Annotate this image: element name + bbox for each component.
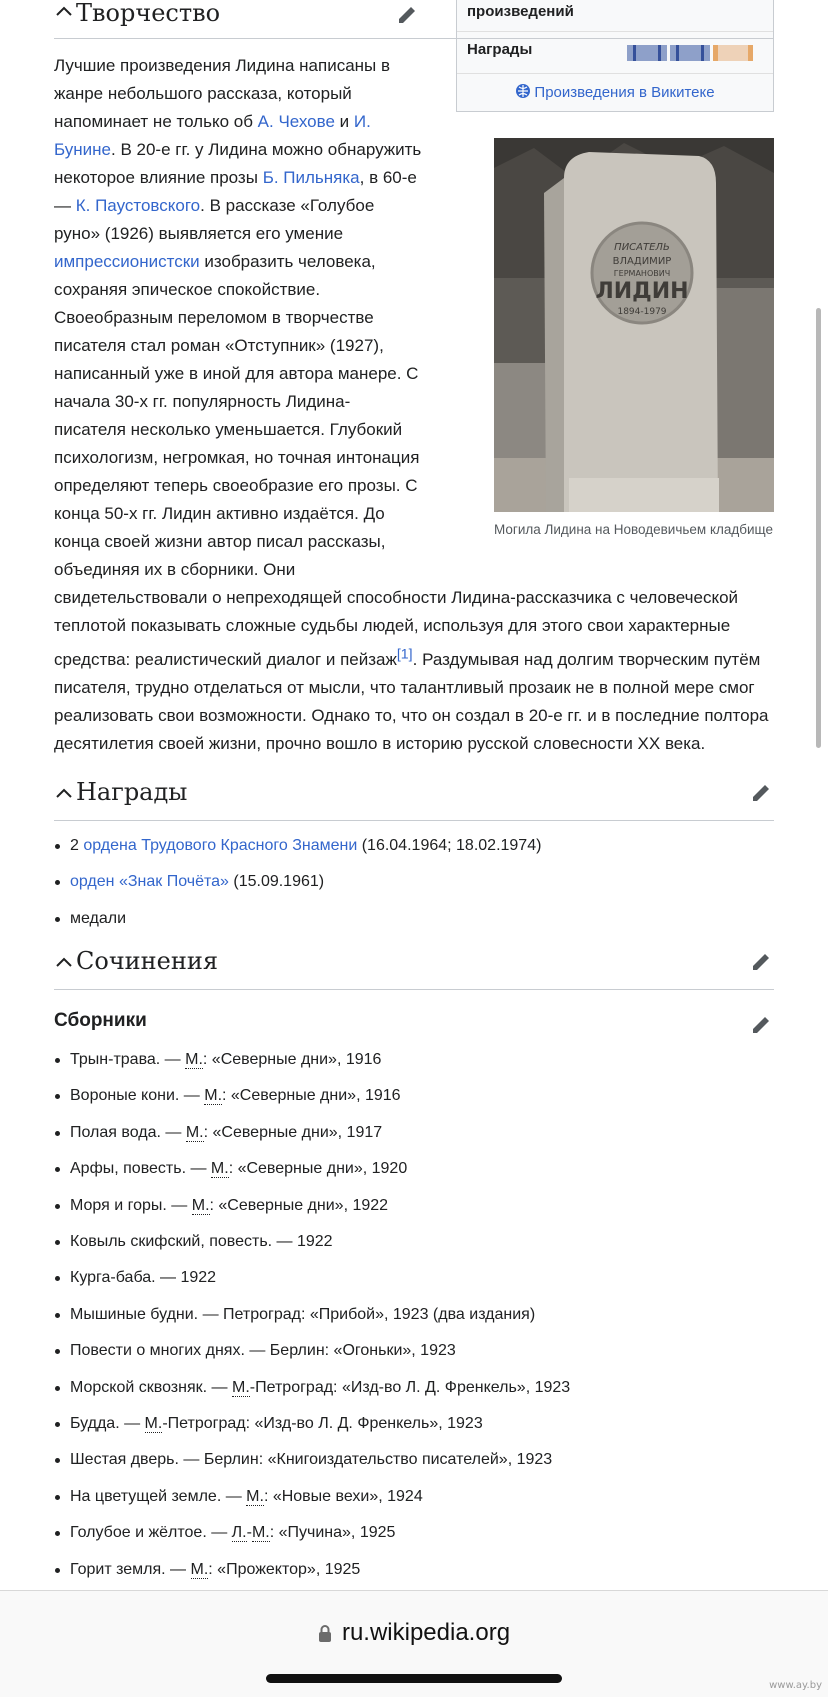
edit-pencil-icon[interactable]	[750, 1012, 774, 1036]
svg-text:1894-1979: 1894-1979	[617, 307, 667, 317]
list-item: Голубое и жёлтое. — Л.-М.: «Пучина», 1925	[70, 1515, 790, 1551]
inline-link[interactable]: Б. Пильняка	[262, 168, 360, 187]
inline-link[interactable]: К. Паустовского	[75, 196, 201, 215]
abbreviation[interactable]: М.	[231, 1378, 250, 1396]
list-item: Шестая дверь. — Берлин: «Книгоиздательство писателей», 1923	[70, 1442, 790, 1478]
reference-link[interactable]: [1]	[396, 646, 413, 662]
wikisource-link[interactable]: Произведения в Викитеке	[534, 84, 715, 101]
infobox-row-awards: Награды	[467, 41, 533, 58]
works-list	[54, 1042, 790, 1588]
list-item: Будда. — М.-Петроград: «Изд-во Л. Д. Френкель», 1923	[70, 1406, 790, 1442]
svg-text:ГЕРМАНОВИЧ: ГЕРМАНОВИЧ	[613, 269, 671, 278]
watermark: www.ay.by	[769, 1680, 822, 1691]
list-item: Курга-баба. — 1922	[70, 1260, 790, 1296]
list-item: орден «Знак Почёта» (15.09.1961)	[70, 864, 790, 900]
inline-link[interactable]: А. Чехове	[257, 112, 335, 131]
list-item: Трын-трава. — М.: «Северные дни», 1916	[70, 1042, 790, 1078]
list-item: Повести о многих днях. — Берлин: «Огоньки», 1923	[70, 1333, 790, 1369]
section-title: Творчество	[76, 0, 221, 27]
infobox-row-works: произведений	[467, 3, 574, 20]
float-spacer	[422, 52, 774, 573]
home-indicator[interactable]	[266, 1674, 562, 1683]
list-item: Арфы, повесть. — М.: «Северные дни», 1920	[70, 1151, 790, 1187]
creativity-paragraph	[54, 52, 774, 758]
lock-icon	[318, 1624, 332, 1642]
awards-list	[54, 828, 790, 937]
section-heading-awards[interactable]	[54, 774, 774, 821]
abbreviation[interactable]: М.	[185, 1123, 204, 1141]
abbreviation[interactable]: М.	[185, 1051, 203, 1068]
inline-link[interactable]: ордена Трудового Красного Знамени	[83, 837, 358, 854]
list-item: Горит земля. — М.: «Прожектор», 1925	[70, 1552, 790, 1588]
abbreviation[interactable]: М.	[210, 1160, 229, 1178]
url-display[interactable]	[0, 1619, 828, 1647]
edit-pencil-icon[interactable]	[750, 949, 774, 973]
abbreviation[interactable]: М.	[144, 1415, 163, 1433]
svg-text:ПИСАТЕЛЬ: ПИСАТЕЛЬ	[614, 242, 670, 253]
subsection-title-collections: Сборники	[54, 1010, 147, 1031]
abbreviation[interactable]: М.	[190, 1560, 209, 1578]
inline-link[interactable]: И. Бунине	[54, 112, 371, 159]
list-item: Мышиные будни. — Петроград: «Прибой», 1923 (два издания)	[70, 1297, 790, 1333]
section-title: Сочинения	[76, 947, 219, 975]
list-item: Моря и горы. — М.: «Северные дни», 1922	[70, 1188, 790, 1224]
list-item: медали	[70, 901, 790, 937]
list-item: Морской сквозняк. — М.-Петроград: «Изд-во Л. Д. Френкель», 1923	[70, 1370, 790, 1406]
inline-link[interactable]: импрессионистски	[54, 252, 200, 271]
url-text: ru.wikipedia.org	[341, 1619, 511, 1646]
list-item: Ковыль скифский, повесть. — 1922	[70, 1224, 790, 1260]
abbreviation[interactable]: М.	[191, 1196, 210, 1214]
svg-text:ЛИДИН: ЛИДИН	[595, 279, 689, 304]
section-title: Награды	[76, 778, 188, 806]
chevron-up-icon[interactable]	[54, 2, 74, 22]
list-item: Полая вода. — М.: «Северные дни», 1917	[70, 1115, 790, 1151]
creativity-text: Лучшие произведения Лидина написаны в жанре небольшого рассказа, который напоминает не только об А. Чехове и И. Бунине. В 20-е гг. у Лидина можно обнаружить некоторое влияние прозы Б. Пильняка, в 60-е — К. Паустовского. В рассказе «Голубое руно» (1926) выявляется его умение импрессионистски изобразить человека, сохраняя эпическое спокойствие. Своеобразным переломом в творчестве писателя стал роман «Отступник» (1927), написанный уже в иной для автора манере. С начала 30-х гг. популярность Лидина-писателя несколько уменьшается. Глубокий психологизм, негромкая, но точная интонация определяют теперь своеобразие его прозы. С конца 50-х гг. Лидин активно издаётся. До конца своей жизни автор писал рассказы, объединяя их в сборники. Они свидетельствовали о непреходящей способности Лидина-рассказчика с человеческой теплотой показывать сложные судьбы людей, используя для этого свои характерные средства: реалистический диалог и пейзаж[1]. Раздумывая над долгим творческим путём писателя, трудно отделаться от мысли, что талантливый прозаик не в полной мере смог реализовать свои возможности. Однако то, что он создал в 20-е гг. и в последние полтора десятилетия своей жизни, прочно вошло в историю русской словесности XX века.	[54, 56, 769, 753]
abbreviation[interactable]: М.	[204, 1087, 223, 1105]
svg-text:ВЛАДИМИР: ВЛАДИМИР	[612, 256, 672, 267]
inline-link[interactable]: орден «Знак Почёта»	[70, 873, 229, 891]
abbreviation[interactable]: М.	[251, 1524, 270, 1542]
list-item: 2 ордена Трудового Красного Знамени (16.04.1964; 18.02.1974)	[70, 828, 790, 864]
edit-pencil-icon[interactable]	[750, 780, 774, 804]
abbreviation[interactable]: Л.	[231, 1524, 247, 1542]
photo-caption: Могила Лидина на Новодевичьем кладбище	[494, 522, 774, 537]
list-item: Вороные кони. — М.: «Северные дни», 1916	[70, 1078, 790, 1114]
abbreviation[interactable]: М.	[246, 1487, 264, 1505]
scrollbar[interactable]	[816, 308, 821, 748]
chevron-up-icon[interactable]	[54, 784, 74, 804]
list-item: На цветущей земле. — М.: «Новые вехи», 1924	[70, 1479, 790, 1515]
edit-pencil-icon[interactable]	[396, 2, 420, 26]
chevron-up-icon[interactable]	[54, 953, 74, 973]
section-heading-works[interactable]	[54, 943, 774, 990]
